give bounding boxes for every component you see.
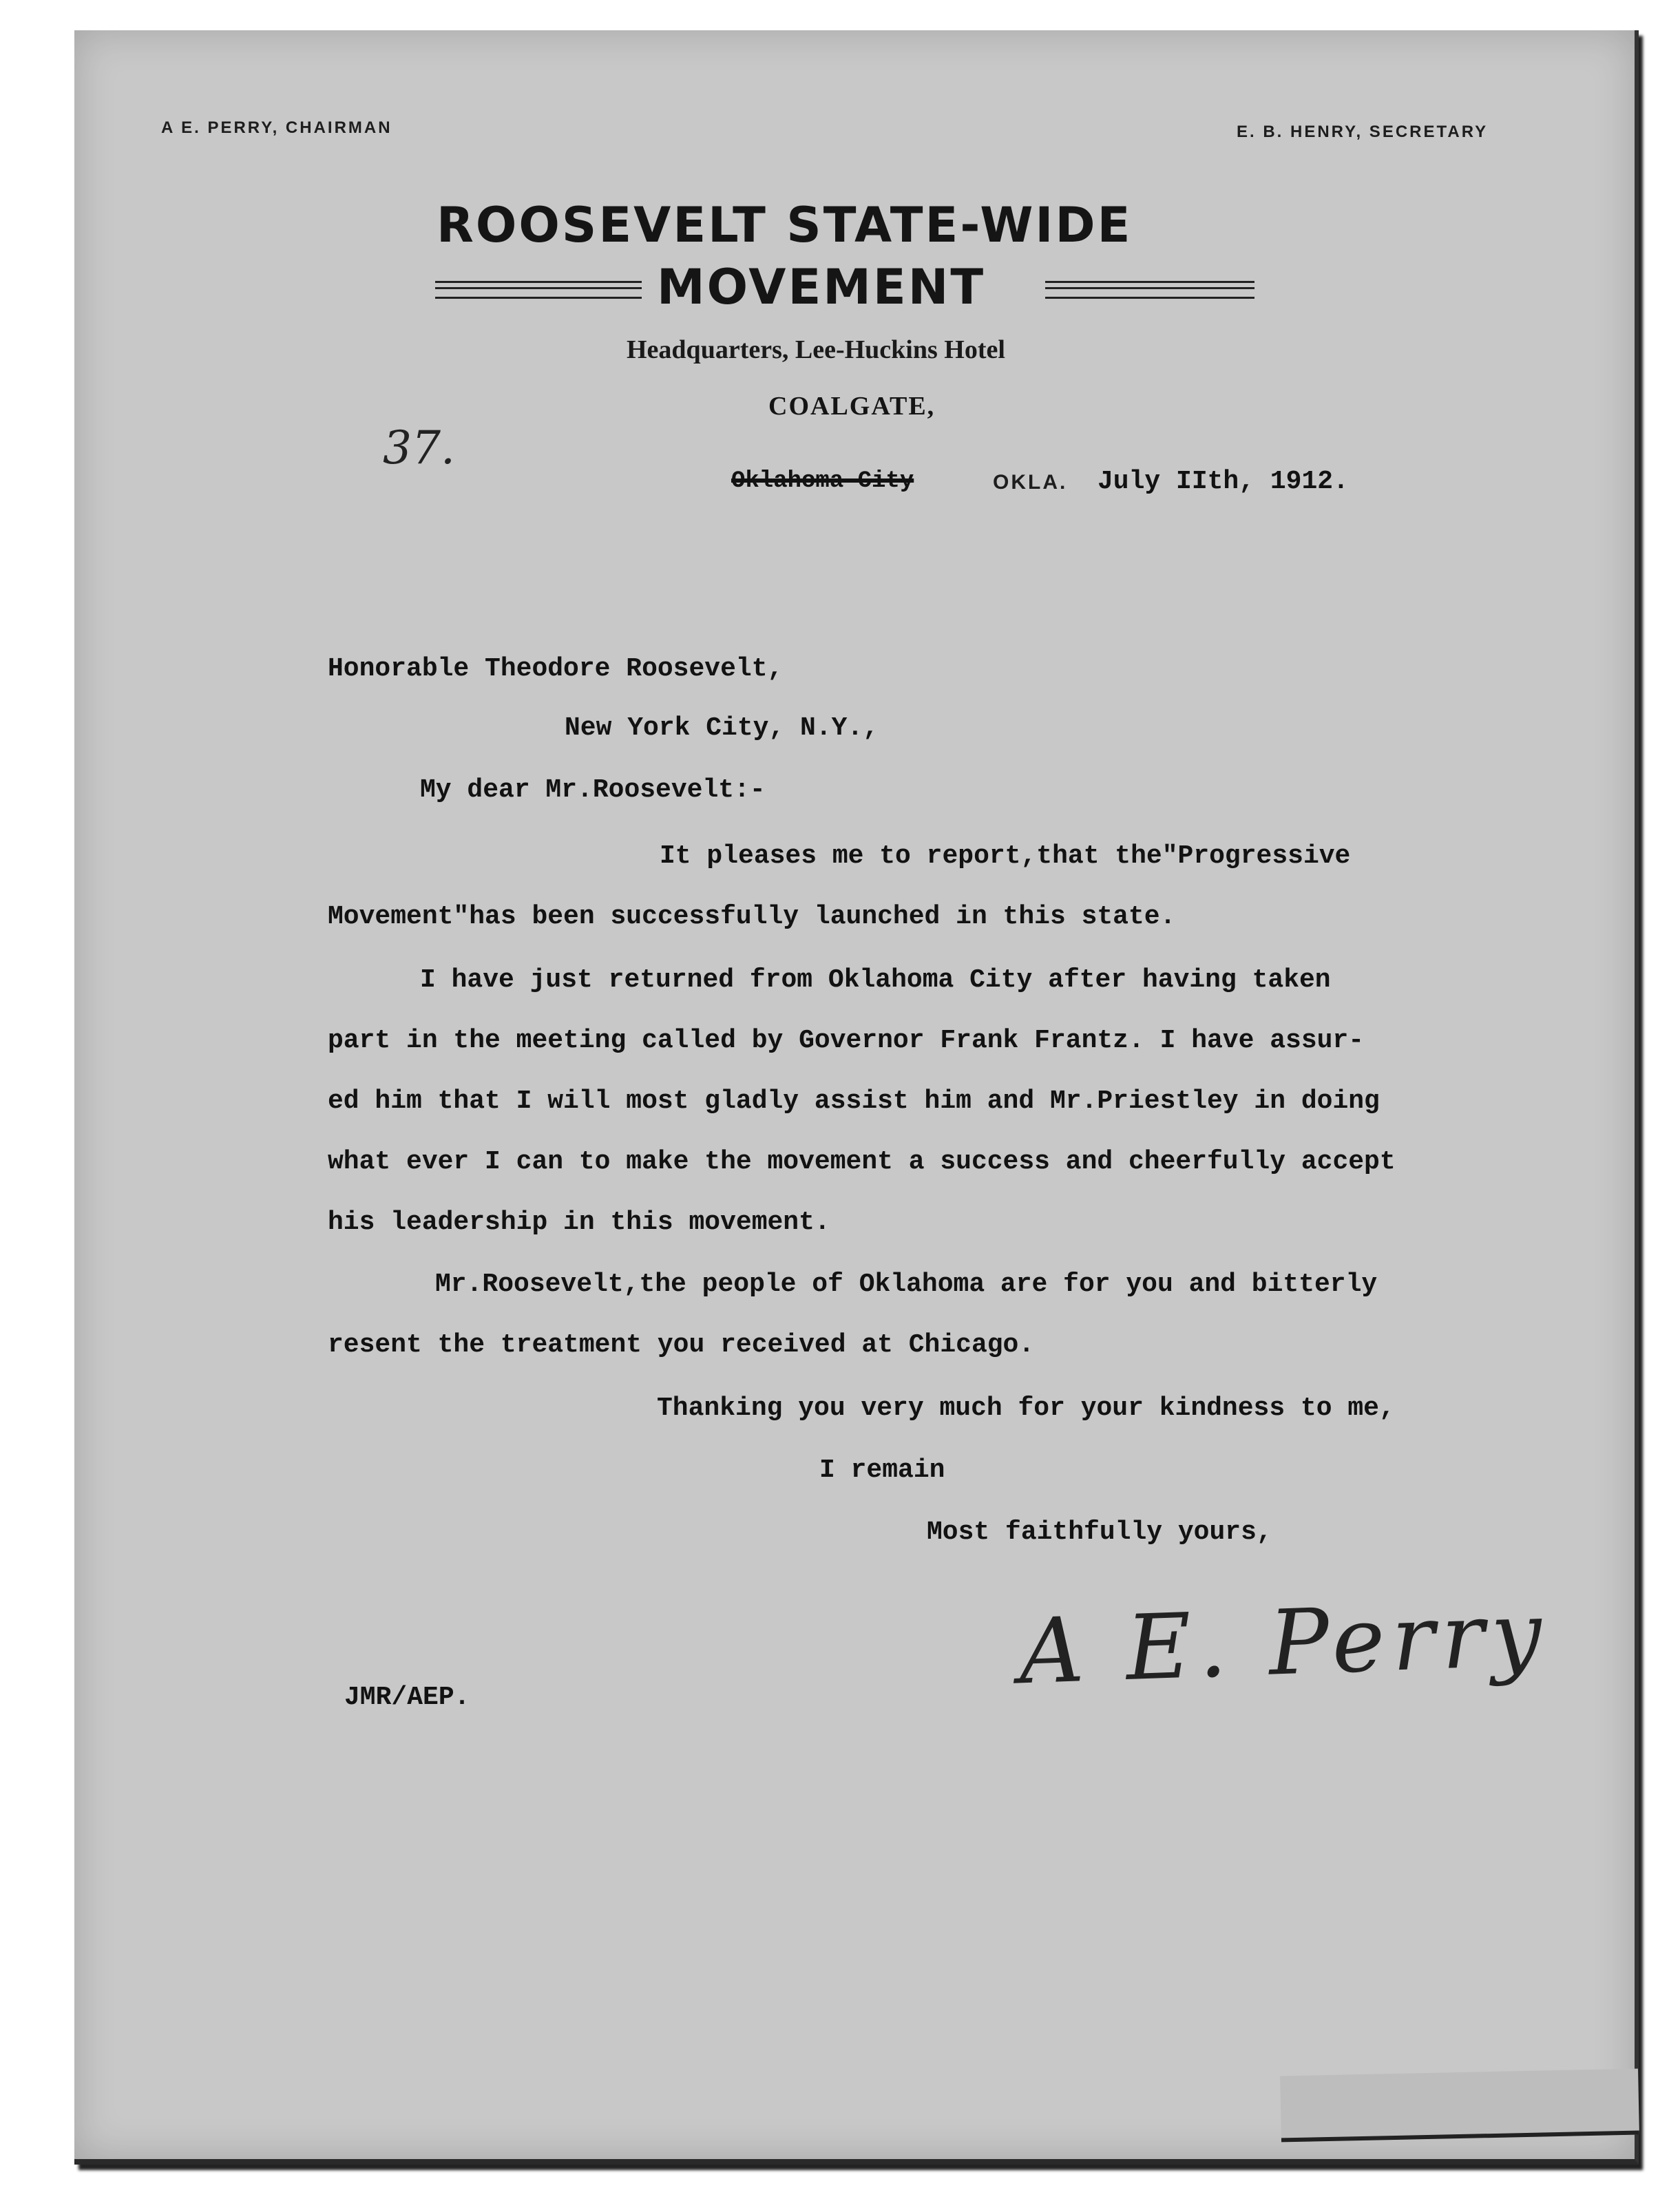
body-line: his leadership in this movement.: [328, 1208, 830, 1237]
body-line: what ever I can to make the movement a success and cheerfully accept: [328, 1147, 1396, 1177]
struck-city: Oklahoma City: [731, 468, 914, 494]
state-label: OKLA.: [993, 471, 1068, 494]
secretary-label: E. B. HENRY, SECRETARY: [1237, 123, 1489, 141]
closing-valediction: Most faithfully yours,: [927, 1517, 1272, 1547]
letterhead-title-line1: ROOSEVELT STATE-WIDE: [437, 197, 1133, 253]
recipient-location: New York City, N.Y.,: [565, 713, 879, 743]
chairman-label: A E. PERRY, CHAIRMAN: [161, 118, 392, 137]
closing-thanks: Thanking you very much for your kindness to me,: [657, 1393, 1395, 1423]
letter-date: July IIth, 1912.: [1098, 467, 1349, 496]
body-line: Mr.Roosevelt,the people of Oklahoma are for you and bitterly: [435, 1270, 1378, 1299]
city-typed: COALGATE,: [768, 392, 936, 421]
body-line: Movement"has been successfully launched in this state.: [328, 902, 1176, 932]
recipient-name: Honorable Theodore Roosevelt,: [328, 654, 784, 684]
body-line: part in the meeting called by Governor Frank Frantz. I have assur-: [328, 1026, 1365, 1055]
letterhead-rule-left: [435, 281, 642, 299]
letterhead-rule-right: [1045, 281, 1254, 299]
body-line: ed him that I will most gladly assist him and Mr.Priestley in doing: [328, 1086, 1380, 1116]
paper-edge: [1280, 2069, 1639, 2143]
headquarters-line: Headquarters, Lee-Huckins Hotel: [627, 335, 1005, 364]
body-line: It pleases me to report,that the"Progressive: [660, 841, 1351, 871]
salutation: My dear Mr.Roosevelt:-: [420, 775, 766, 805]
signature: A E. Perry: [1017, 1581, 1551, 1705]
body-line: I have just returned from Oklahoma City after having taken: [420, 965, 1331, 995]
body-line: resent the treatment you received at Chicago.: [328, 1330, 1035, 1360]
letterhead-title-line2: MOVEMENT: [657, 259, 986, 315]
reference-initials: JMR/AEP.: [344, 1683, 470, 1712]
handwritten-annotation: 37.: [383, 421, 455, 474]
closing-remain: I remain: [819, 1455, 945, 1485]
